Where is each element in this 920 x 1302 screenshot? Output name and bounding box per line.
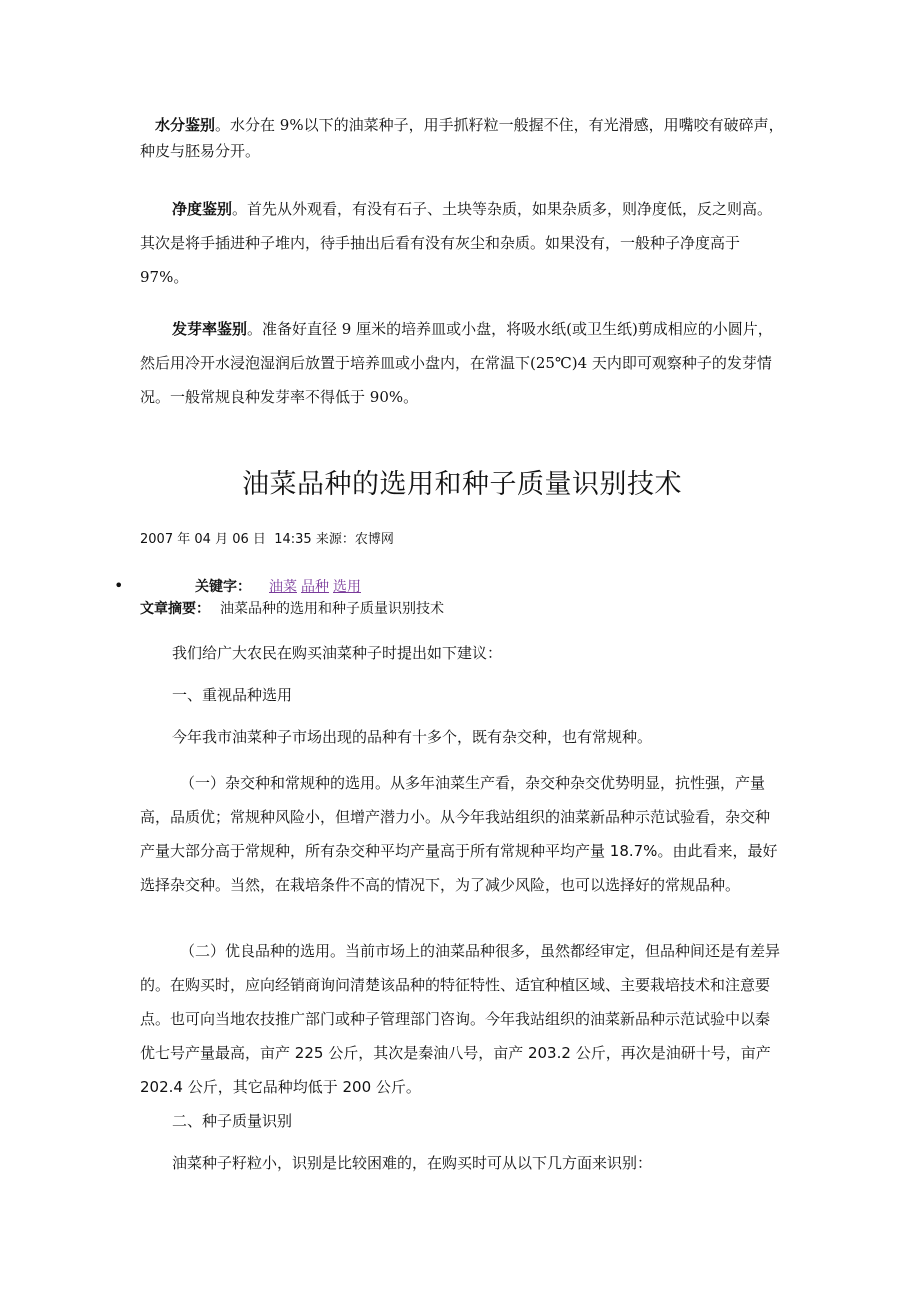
section-heading-2: 二、种子质量识别 [172, 1112, 293, 1130]
hybrid-text-b: 。由此看来，最好选择杂交种。当然，在栽培条件不高的情况下，为了减少风险，也可以选择好的常规品种。 [140, 842, 778, 894]
variety-paragraph [140, 934, 784, 1104]
variety-text-d: 公斤，其它品种均低于 [182, 1078, 343, 1096]
germination-paragraph [140, 312, 784, 414]
keywords-row [195, 576, 365, 596]
abstract-label: 文章摘要： [140, 601, 210, 617]
meta-month-unit: 月 [215, 532, 229, 547]
variety-yield-1: 225 [294, 1044, 324, 1062]
abstract-row [140, 598, 444, 618]
moisture-text: 。水分在 9%以下的油菜种子，用手抓籽粒一般握不住，有光滑感，用嘴咬有破碎声，种皮与胚易分开。 [140, 116, 784, 160]
variety-text-c: 公斤，再次是油研十号，亩产 [570, 1044, 771, 1062]
hybrid-text-a: （一）杂交种和常规种的选用。从多年油菜生产看，杂交种杂交优势明显，抗性强，产量高，品质优；常规种风险小，但增产潜力小。从今年我站组织的油菜新品种示范试验看，杂交种产量大部分高于常规种，所有杂交种平均产量高于所有常规种平均产量 [140, 774, 771, 860]
article-title: 油菜品种的选用和种子质量识别技术 [242, 469, 682, 500]
purity-text: 。首先从外观看，有没有石子、土块等杂质，如果杂质多，则净度低，反之则高。其次是将手插进种子堆内，待手抽出后看有没有灰尘和杂质。如果没有，一般种子净度高于 97%。 [140, 200, 773, 286]
variety-text-b: 公斤，其次是秦油八号，亩产 [323, 1044, 528, 1062]
variety-yield-2: 203.2 [527, 1044, 571, 1062]
purity-paragraph [140, 192, 784, 294]
hybrid-paragraph [140, 766, 784, 902]
keywords-label: 关键字： [195, 579, 251, 595]
intro-line: 我们给广大农民在购买油菜种子时提出如下建议： [172, 644, 503, 662]
keyword-link-variety[interactable]: 品种 [301, 579, 329, 595]
keyword-bullet: • [114, 576, 124, 595]
purity-label: 净度鉴别 [172, 200, 233, 218]
keyword-link-rapeseed[interactable]: 油菜 [269, 579, 297, 595]
germination-label: 发芽率鉴别 [172, 320, 248, 338]
germination-text: 。准备好直径 9 厘米的培养皿或小盘，将吸水纸(或卫生纸)剪成相应的小圆片，然后用冷开水浸泡湿润后放置于培养皿或小盘内，在常温下(25℃)4 天内即可观察种子的发芽情况。一般常规良种发芽率不得低于 90%。 [140, 320, 773, 406]
market-line: 今年我市油菜种子市场出现的品种有十多个，既有杂交种，也有常规种。 [172, 728, 653, 746]
meta-time: 14:35 [274, 532, 312, 547]
meta-day: 06 [232, 532, 249, 547]
hybrid-yield-percent: 18.7% [609, 842, 658, 860]
meta-year-unit: 年 [177, 532, 191, 547]
moisture-label: 水分鉴别 [155, 116, 216, 134]
meta-month: 04 [194, 532, 211, 547]
meta-year: 2007 [140, 532, 174, 547]
variety-yield-3: 202.4 [140, 1078, 183, 1096]
article-meta [140, 528, 394, 547]
variety-yield-4: 200 [342, 1078, 372, 1096]
variety-text-e: 公斤。 [371, 1078, 421, 1096]
abstract-text: 油菜品种的选用和种子质量识别技术 [220, 601, 444, 617]
meta-day-unit: 日 [252, 532, 266, 547]
variety-text-a: （二）优良品种的选用。当前市场上的油菜品种很多，虽然都经审定，但品种间还是有差异的。在购买时，应向经销商询问清楚该品种的特征特性、适宜种植区域、主要栽培技术和注意要点。也可向当地农技推广部门或种子管理部门咨询。今年我站组织的油菜新品种示范试验中以秦优七号产量最高，亩产 [140, 942, 781, 1062]
moisture-paragraph [140, 112, 784, 164]
keyword-link-selection[interactable]: 选用 [333, 579, 361, 595]
section-heading-1: 一、重视品种选用 [172, 686, 293, 704]
identification-intro-line: 油菜种子籽粒小，识别是比较困难的，在购买时可从以下几方面来识别： [172, 1154, 653, 1172]
meta-source: 来源：农博网 [315, 532, 394, 547]
